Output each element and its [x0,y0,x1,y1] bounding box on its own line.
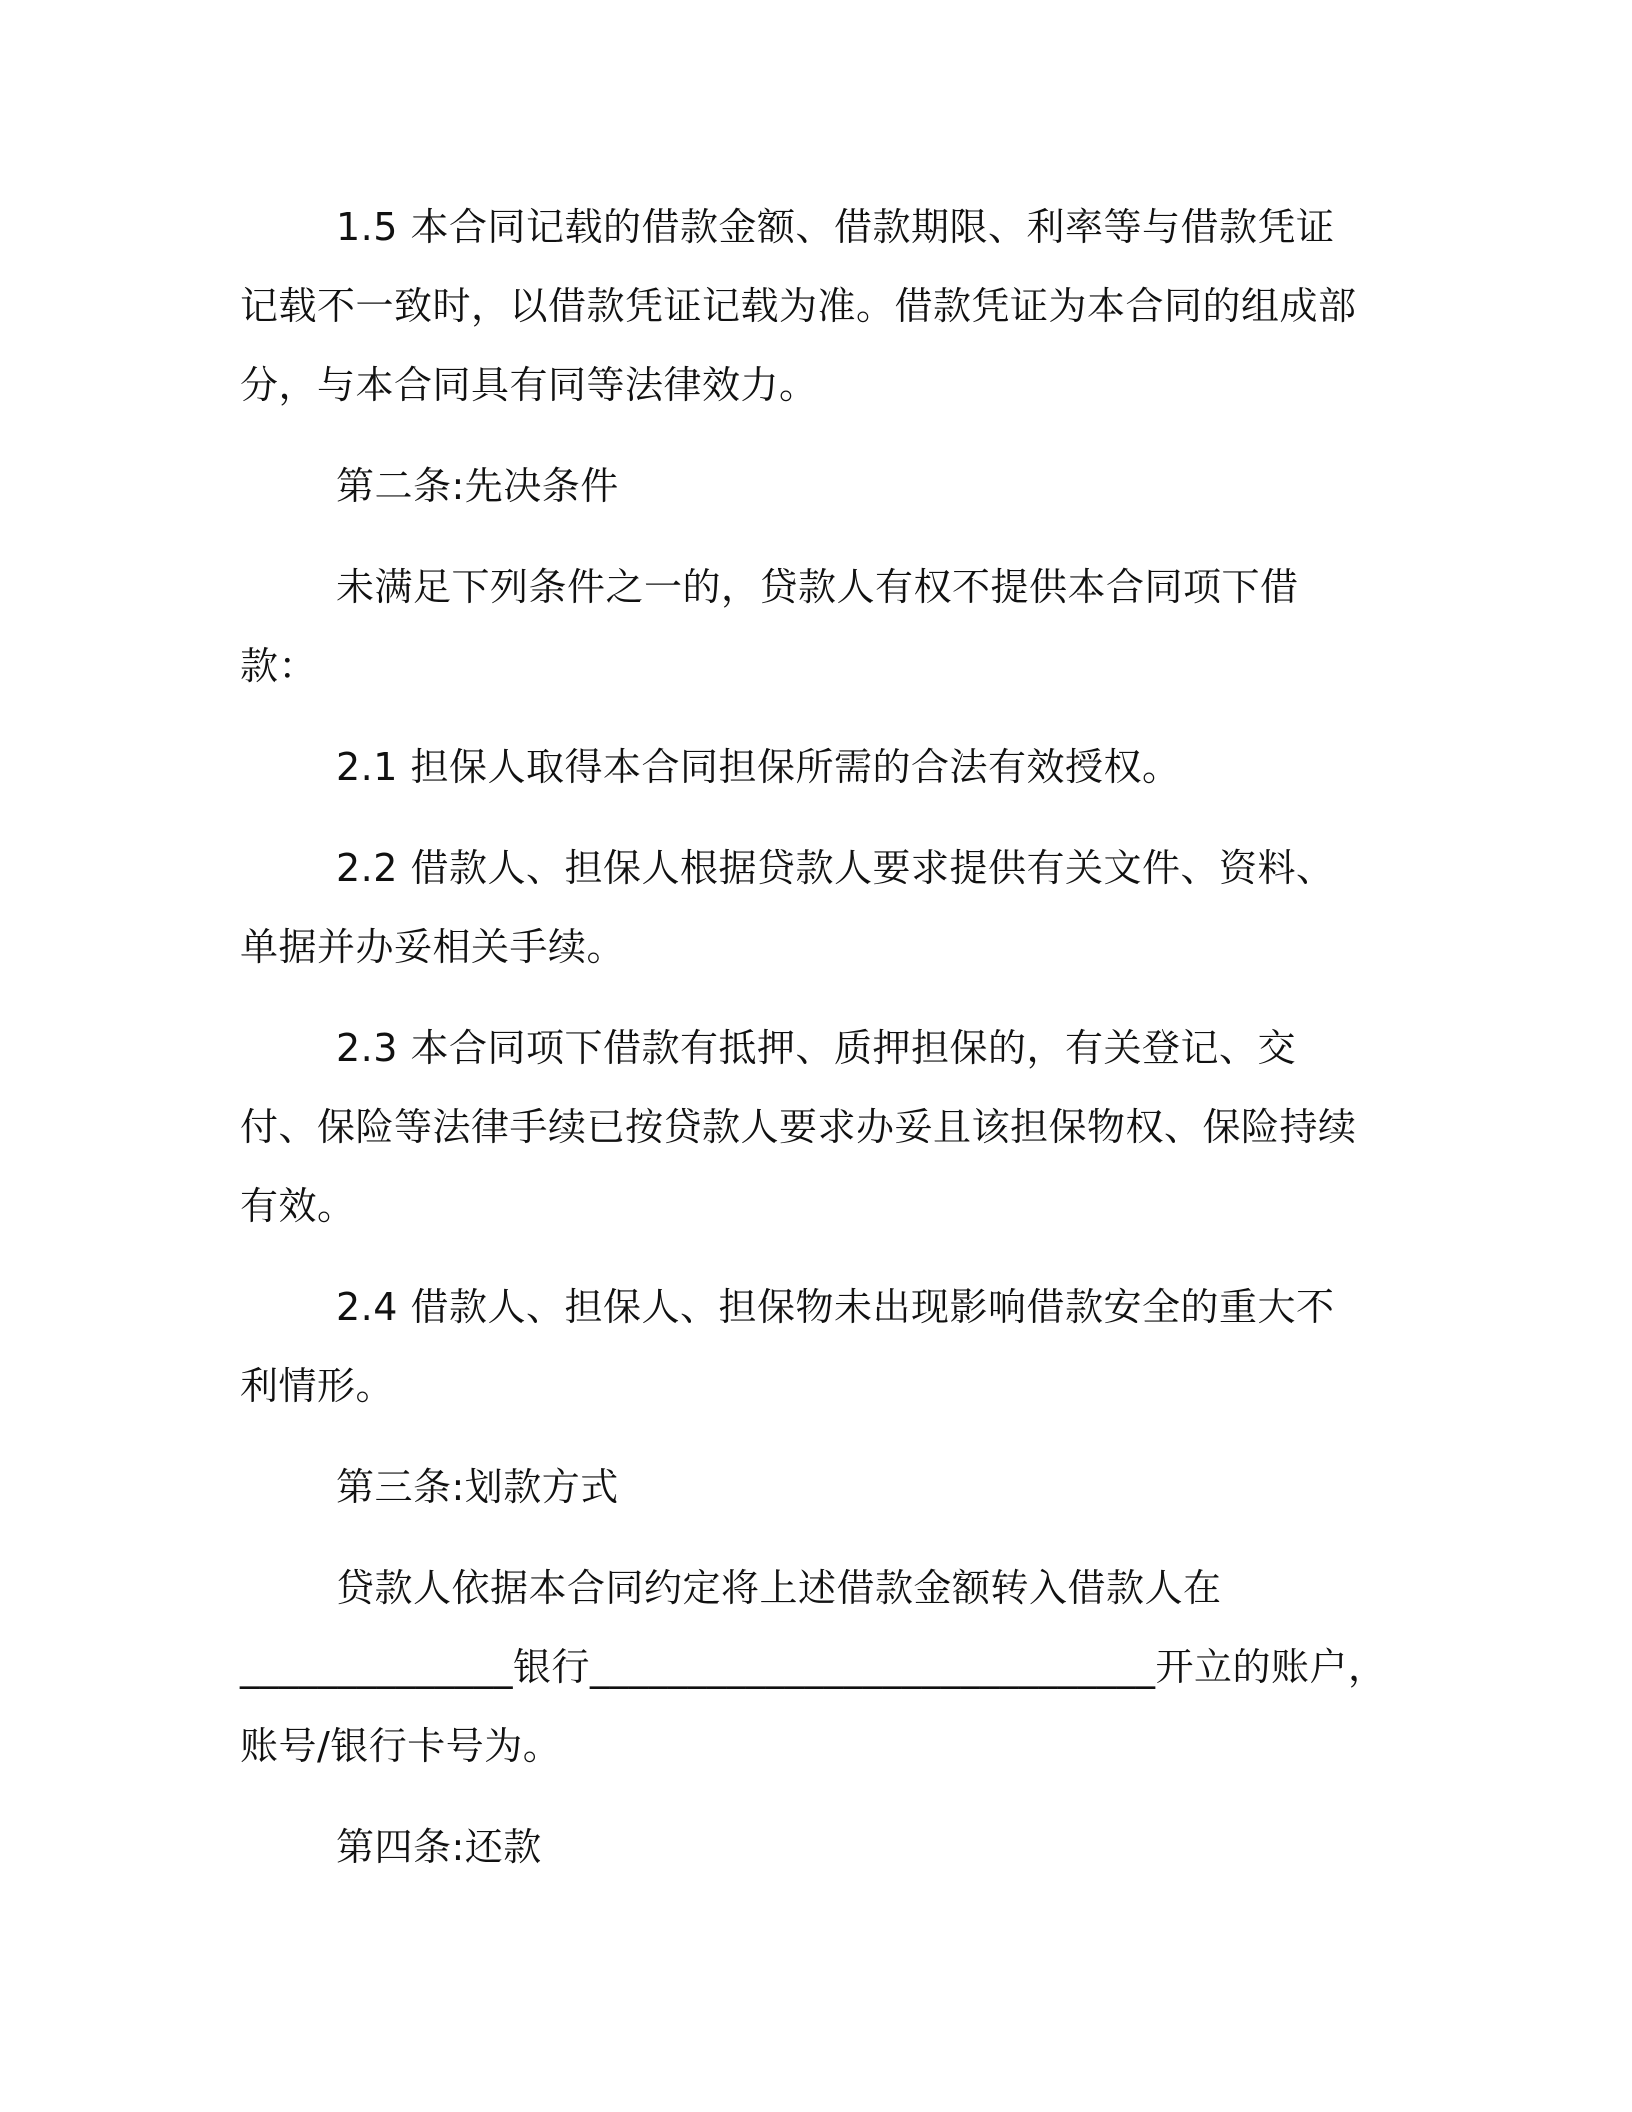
article-3-transfer-line-1: 贷款人依据本合同约定将上述借款金额转入借款人在 [336,1566,1222,1610]
clause-2-2: 2.2 借款人、担保人根据贷款人要求提供有关文件、资料、单据并办妥相关手续。 [240,846,1335,969]
article-2-intro: 未满足下列条件之一的，贷款人有权不提供本合同项下借款： [240,565,1299,688]
clause-2-4: 2.4 借款人、担保人、担保物未出现影响借款安全的重大不利情形。 [240,1285,1335,1408]
article-3-heading: 第三条:划款方式 [336,1465,619,1509]
clause-2-1: 2.1 担保人取得本合同担保所需的合法有效授权。 [336,745,1181,789]
clause-2-3: 2.3 本合同项下借款有抵押、质押担保的，有关登记、交付、保险等法律手续已按贷款人要求办妥且该担保物权、保险持续有效。 [240,1026,1357,1228]
article-3-account-number: 账号/银行卡号为。 [240,1724,562,1768]
clause-1-5: 1.5 本合同记载的借款金额、借款期限、利率等与借款凭证记载不一致时，以借款凭证记载为准。借款凭证为本合同的组成部分，与本合同具有同等法律效力。 [240,205,1357,407]
document-body [240,188,1387,1887]
article-2-heading: 第二条:先决条件 [336,464,619,508]
article-4-heading: 第四条:还款 [336,1825,542,1869]
article-3-bank-account-blank: ______________银行_____________________________开立的账户， [240,1645,1387,1689]
